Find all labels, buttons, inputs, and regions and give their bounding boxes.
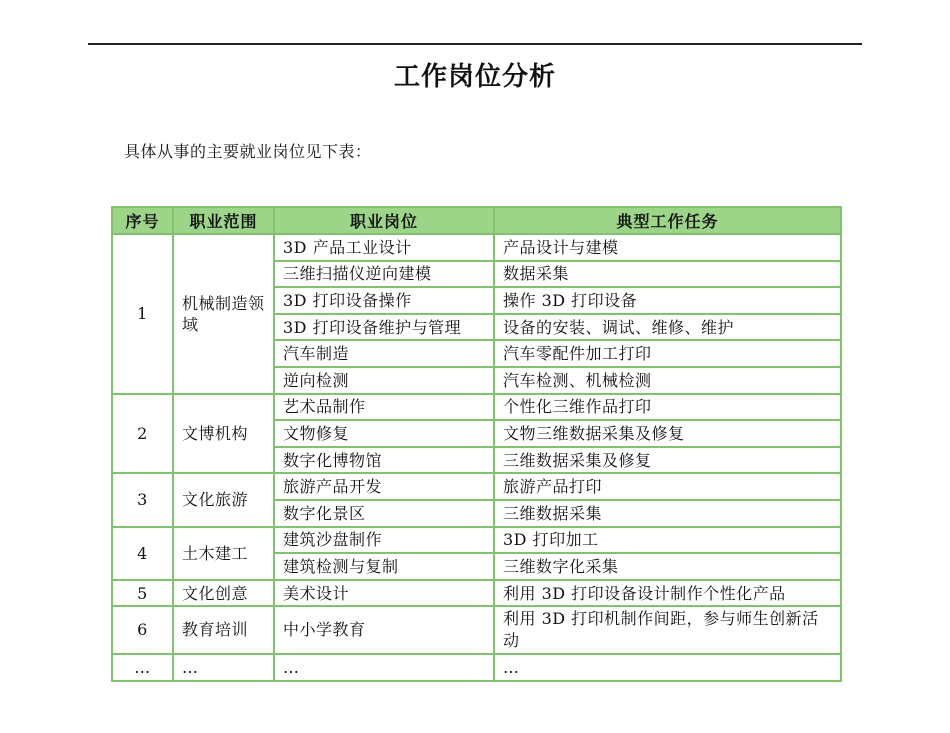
task-cell: 操作 3D 打印设备	[494, 287, 841, 314]
table-header-row	[112, 207, 841, 234]
position-cell: 三维扫描仪逆向建模	[274, 261, 494, 288]
position-cell: 逆向检测	[274, 367, 494, 394]
task-cell: 三维数字化采集	[494, 553, 841, 580]
document-title: 工作岗位分析	[393, 62, 556, 92]
intro-text: 具体从事的主要就业岗位见下表：	[124, 142, 372, 161]
table-row	[112, 234, 841, 261]
position-cell: 建筑检测与复制	[274, 553, 494, 580]
task-cell: 个性化三维作品打印	[494, 394, 841, 421]
table-row	[112, 606, 841, 654]
task-cell: …	[494, 654, 841, 681]
seq-cell: 3	[112, 473, 173, 526]
table-row	[112, 473, 841, 500]
table-row	[112, 394, 841, 421]
seq-cell: 1	[112, 234, 173, 394]
position-cell: 数字化博物馆	[274, 447, 494, 474]
header-task: 典型工作任务	[494, 207, 841, 234]
field-cell: 文化旅游	[173, 473, 274, 526]
task-cell: 三维数据采集	[494, 500, 841, 527]
position-cell: 建筑沙盘制作	[274, 527, 494, 554]
job-positions-table	[111, 206, 842, 682]
task-cell: 数据采集	[494, 261, 841, 288]
table-row	[112, 527, 841, 554]
task-cell: 文物三维数据采集及修复	[494, 420, 841, 447]
task-cell: 利用 3D 打印机制作间距，参与师生创新活动	[494, 606, 841, 654]
field-cell: 文化创意	[173, 580, 274, 607]
task-cell: 设备的安装、调试、维修、维护	[494, 314, 841, 341]
task-cell: 汽车检测、机械检测	[494, 367, 841, 394]
field-cell: 机械制造领域	[173, 234, 274, 394]
position-cell: 3D 打印设备操作	[274, 287, 494, 314]
header-field: 职业范围	[173, 207, 274, 234]
field-cell: 土木建工	[173, 527, 274, 580]
position-cell: …	[274, 654, 494, 681]
position-cell: 数字化景区	[274, 500, 494, 527]
field-cell: 教育培训	[173, 606, 274, 654]
position-cell: 艺术品制作	[274, 394, 494, 421]
header-rule	[88, 43, 862, 45]
table-row	[112, 580, 841, 607]
position-cell: 文物修复	[274, 420, 494, 447]
task-cell: 三维数据采集及修复	[494, 447, 841, 474]
seq-cell: 4	[112, 527, 173, 580]
seq-cell: 2	[112, 394, 173, 474]
table-row	[112, 654, 841, 681]
task-cell: 汽车零配件加工打印	[494, 340, 841, 367]
field-cell: 文博机构	[173, 394, 274, 474]
position-cell: 旅游产品开发	[274, 473, 494, 500]
header-position: 职业岗位	[274, 207, 494, 234]
task-cell: 利用 3D 打印设备设计制作个性化产品	[494, 580, 841, 607]
seq-cell: 6	[112, 606, 173, 654]
task-cell: 产品设计与建模	[494, 234, 841, 261]
position-cell: 美术设计	[274, 580, 494, 607]
task-cell: 旅游产品打印	[494, 473, 841, 500]
header-seq: 序号	[112, 207, 173, 234]
position-cell: 汽车制造	[274, 340, 494, 367]
position-cell: 3D 打印设备维护与管理	[274, 314, 494, 341]
seq-cell: 5	[112, 580, 173, 607]
task-cell: 3D 打印加工	[494, 527, 841, 554]
position-cell: 3D 产品工业设计	[274, 234, 494, 261]
seq-cell: …	[112, 654, 173, 681]
position-cell: 中小学教育	[274, 606, 494, 654]
field-cell: …	[173, 654, 274, 681]
